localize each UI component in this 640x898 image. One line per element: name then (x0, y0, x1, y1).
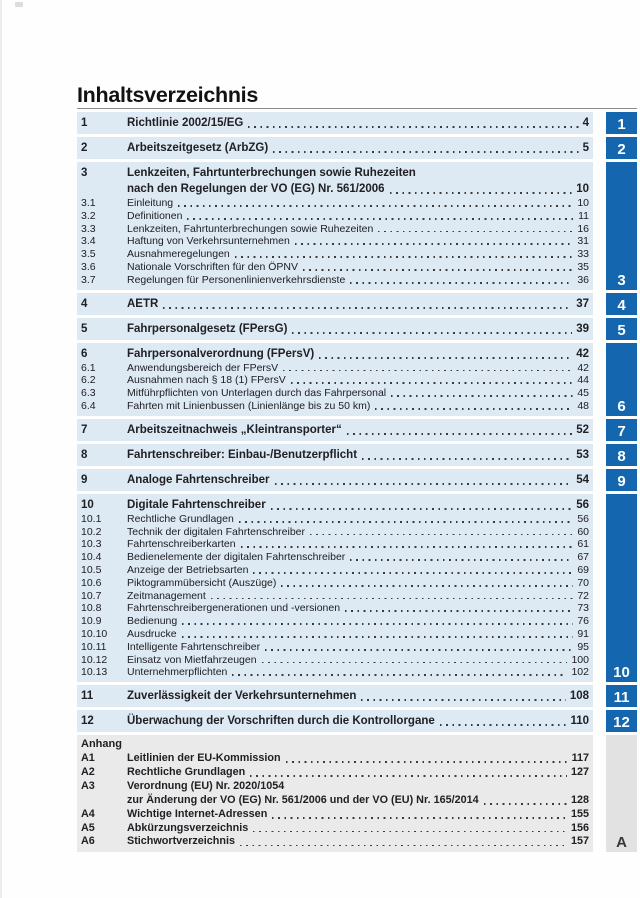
toc-entry-10.2 (81, 526, 589, 539)
toc-entry-10.5 (81, 564, 589, 577)
toc-entry-6 (81, 346, 589, 362)
toc-entry-3-line2 (81, 181, 589, 197)
entry-title: AETR (127, 297, 159, 310)
dot-leader (281, 752, 572, 766)
entry-number: A3 (81, 779, 95, 792)
entry-page-number: 56 (576, 498, 589, 511)
dot-leader (245, 766, 571, 780)
toc-entry-3.5 (81, 248, 589, 261)
dot-leader (345, 274, 577, 287)
entry-page-number: 60 (577, 525, 589, 538)
entry-number: 3 (81, 167, 88, 179)
entry-page-number: 54 (576, 473, 589, 486)
entry-page-number: 70 (577, 576, 589, 589)
dot-leader (177, 615, 577, 628)
chapter-tab-10: 10 (606, 494, 637, 682)
entry-page-number: 100 (571, 653, 589, 666)
toc-entry-A5 (81, 822, 589, 836)
toc-entry-8 (81, 447, 589, 463)
toc-entry-A3-line2 (81, 794, 589, 808)
toc-entry-10.1 (81, 513, 589, 526)
toc-block-4 (77, 293, 593, 315)
toc-block-11 (77, 685, 593, 707)
entry-number: 3.2 (81, 209, 96, 222)
entry-number: 9 (81, 473, 88, 486)
entry-number: 1 (81, 117, 88, 129)
entry-title-line2: nach den Regelungen der VO (EG) Nr. 561/2006 (127, 183, 385, 195)
chapter-tab-1: 1 (606, 112, 637, 134)
entry-title: Einsatz von Mietfahrzeugen (127, 653, 257, 666)
entry-number: 10.2 (81, 525, 102, 538)
dot-leader (278, 362, 577, 375)
entry-number: 3.6 (81, 260, 96, 273)
entry-title: Zeitmanagement (127, 589, 206, 602)
entry-title: Bedienelemente der digitalen Fahrtenschreiber (127, 551, 346, 564)
dot-leader (357, 447, 576, 463)
entry-title: Bedienung (127, 615, 178, 628)
entry-page-number: 4 (582, 117, 589, 129)
chapter-tab-A: A (606, 735, 637, 852)
dot-leader (234, 513, 577, 526)
dot-leader (177, 628, 578, 641)
entry-title: Fahrten mit Linienbussen (Linienlänge bis zu 50 km) (127, 399, 371, 412)
toc-entry-10.4 (81, 551, 589, 564)
entry-page-number: 72 (577, 589, 589, 602)
entry-number: 6 (81, 347, 88, 360)
entry-page-number: 42 (576, 347, 589, 360)
entry-number: 7 (81, 423, 88, 436)
dot-leader (235, 835, 571, 849)
entry-title: Regelungen für Personenlinienverkehrsdienste (127, 273, 346, 286)
entry-title: Fahrtenschreiberkarten (127, 538, 236, 551)
entry-title: Arbeitszeitgesetz (ArbZG) (127, 142, 269, 154)
entry-page-number: 69 (577, 563, 589, 576)
toc-entry-3 (81, 165, 589, 181)
anhang-label: Anhang (81, 738, 122, 751)
toc-entry-10.11 (81, 641, 589, 654)
entry-number: A4 (81, 807, 95, 820)
entry-title: Ausnahmeregelungen (127, 248, 230, 261)
dot-leader (356, 688, 569, 704)
dot-leader (385, 181, 577, 197)
entry-title: Anzeige der Betriebsarten (127, 563, 249, 576)
dot-leader (345, 551, 577, 564)
toc-entry-1 (81, 115, 589, 131)
chapter-tab-4: 4 (606, 293, 637, 315)
anhang-label-row (81, 738, 589, 752)
toc-block-2 (77, 137, 593, 159)
entry-title: Abkürzungsverzeichnis (127, 821, 249, 834)
dot-leader (342, 422, 576, 438)
dot-leader (314, 346, 576, 362)
entry-page-number: 44 (577, 374, 589, 387)
entry-number: 3.3 (81, 222, 96, 235)
toc-entry-6.4 (81, 400, 589, 413)
entry-title: Rechtliche Grundlagen (127, 512, 234, 525)
toc-block-10 (77, 494, 593, 682)
dot-leader (370, 400, 577, 413)
toc-entry-6.1 (81, 362, 589, 375)
entry-number: 6.1 (81, 361, 96, 374)
entry-page-number: 52 (576, 423, 589, 436)
toc-entry-6.2 (81, 374, 589, 387)
toc-entry-5 (81, 321, 589, 337)
entry-page-number: 36 (577, 273, 589, 286)
entry-title: Lenkzeiten, Fahrtunterbrechungen sowie Ruhezeiten (127, 222, 374, 235)
entry-number: 3.5 (81, 248, 96, 261)
entry-number: 10.12 (81, 653, 108, 666)
entry-page-number: 53 (576, 448, 589, 461)
chapter-tab-6: 6 (606, 343, 637, 416)
entry-number: A1 (81, 752, 95, 765)
dot-leader (260, 641, 577, 654)
toc-entry-3.3 (81, 223, 589, 236)
chapter-tab-2: 2 (606, 137, 637, 159)
toc-entry-A1 (81, 752, 589, 766)
dot-leader (230, 248, 578, 261)
title-underline (77, 108, 637, 109)
entry-page-number: 157 (570, 835, 589, 848)
entry-title: Ausdrucke (127, 627, 177, 640)
toc-entry-6.3 (81, 387, 589, 400)
entry-page-number: 56 (577, 512, 589, 525)
entry-number: 3.7 (81, 273, 96, 286)
toc-block-A (77, 735, 593, 852)
chapter-tab-11: 11 (606, 685, 637, 707)
entry-number: 10.7 (81, 589, 102, 602)
dot-leader (286, 374, 578, 387)
entry-title: Leitlinien der EU-Kommission (127, 752, 281, 765)
entry-number: 11 (81, 690, 94, 703)
entry-page-number: 110 (570, 715, 589, 728)
toc-entry-10.10 (81, 628, 589, 641)
entry-number: A2 (81, 765, 95, 778)
entry-number: 10.1 (81, 512, 102, 525)
chapter-tab-3: 3 (606, 162, 637, 290)
dot-leader (158, 296, 576, 312)
entry-number: 2 (81, 142, 88, 154)
entry-number: 5 (81, 322, 88, 335)
dot-leader (290, 235, 577, 248)
toc-entry-11 (81, 688, 589, 704)
dot-leader (373, 223, 577, 236)
dot-leader (243, 115, 582, 131)
entry-title: Intelligente Fahrtenschreiber (127, 640, 261, 653)
dot-leader (276, 577, 577, 590)
dot-leader (248, 564, 577, 577)
dot-leader (206, 590, 578, 603)
entry-title: Unternehmerpflichten (127, 666, 228, 679)
entry-title: Nationale Vorschriften für den ÖPNV (127, 260, 299, 273)
entry-number: 4 (81, 297, 88, 310)
dot-leader (386, 387, 577, 400)
entry-page-number: 61 (577, 538, 589, 551)
dot-leader (248, 822, 571, 836)
entry-page-number: 31 (577, 235, 589, 248)
entry-title: Ausnahmen nach § 18 (1) FPersV (127, 374, 286, 387)
dot-leader (435, 713, 571, 729)
toc-entry-A2 (81, 766, 589, 780)
toc-entry-10 (81, 497, 589, 513)
toc-block-1 (77, 112, 593, 134)
entry-title: Haftung von Verkehrsunternehmen (127, 235, 290, 248)
entry-title: Mitführpflichten von Unterlagen durch das Fahrpersonal (127, 387, 387, 400)
entry-number: 10.3 (81, 538, 102, 551)
entry-title: Einleitung (127, 197, 174, 209)
toc-entry-7 (81, 422, 589, 438)
entry-page-number: 33 (577, 248, 589, 261)
dot-leader (173, 197, 577, 210)
entry-title: Fahrtenschreibergenerationen und -versionen (127, 602, 341, 615)
dot-leader (268, 140, 582, 156)
entry-title: Definitionen (127, 209, 183, 222)
dot-leader (236, 538, 578, 551)
toc-entry-9 (81, 472, 589, 488)
dot-leader (340, 602, 577, 615)
entry-number: 10.10 (81, 627, 108, 640)
entry-page-number: 117 (571, 752, 589, 765)
dot-leader (267, 808, 571, 822)
toc-entry-3.7 (81, 274, 589, 287)
entry-page-number: 95 (577, 640, 589, 653)
chapter-tab-9: 9 (606, 469, 637, 491)
dot-leader (287, 321, 576, 337)
entry-title: Fahrpersonalverordnung (FPersV) (127, 347, 315, 360)
entry-title: Digitale Fahrtenschreiber (127, 498, 266, 511)
entry-title: Stichwortverzeichnis (127, 835, 236, 848)
entry-title: Fahrpersonalgesetz (FPersG) (127, 322, 288, 335)
entry-number: 3.1 (81, 197, 96, 209)
entry-title: Verordnung (EU) Nr. 2020/1054 (127, 779, 285, 792)
entry-page-number: 155 (570, 807, 589, 820)
toc-entry-10.3 (81, 538, 589, 551)
toc-entry-10.9 (81, 615, 589, 628)
toc-entry-3.1 (81, 197, 589, 210)
toc-entry-4 (81, 296, 589, 312)
chapter-tab-12: 12 (606, 710, 637, 732)
entry-page-number: 10 (577, 197, 589, 209)
toc-list (77, 112, 593, 852)
entry-number: 8 (81, 448, 88, 461)
entry-page-number: 127 (570, 765, 589, 778)
toc-entry-A4 (81, 808, 589, 822)
entry-number: 10.8 (81, 602, 102, 615)
entry-page-number: 91 (577, 627, 589, 640)
entry-number: 6.4 (81, 399, 96, 412)
entry-title: Technik der digitalen Fahrtenschreiber (127, 525, 306, 538)
entry-page-number: 39 (576, 322, 589, 335)
chapter-tab-7: 7 (606, 419, 637, 441)
entry-page-number: 156 (570, 821, 589, 834)
entry-page-number: 108 (569, 690, 589, 703)
chapter-tab-8: 8 (606, 444, 637, 466)
entry-number: A5 (81, 821, 95, 834)
toc-entry-10.13 (81, 666, 589, 679)
toc-block-12 (77, 710, 593, 732)
toc-entry-3.6 (81, 261, 589, 274)
entry-number: 6.2 (81, 374, 96, 387)
entry-page-number: 42 (577, 361, 589, 374)
dot-leader (298, 261, 577, 274)
toc-content (77, 84, 593, 855)
entry-page-number: 48 (577, 399, 589, 412)
entry-page-number: 128 (570, 793, 589, 806)
entry-title: Arbeitszeitnachweis „Kleintransporter“ (127, 423, 342, 436)
scan-speck-artifact (15, 2, 23, 7)
entry-page-number: 10 (576, 183, 589, 195)
dot-leader (305, 526, 577, 539)
toc-entry-A3 (81, 780, 589, 794)
entry-title-line2: zur Änderung der VO (EG) Nr. 561/2006 und der VO (EU) Nr. 165/2014 (127, 793, 479, 806)
toc-entry-10.12 (81, 654, 589, 667)
dot-leader (479, 794, 571, 808)
chapter-tab-5: 5 (606, 318, 637, 340)
entry-title: Analoge Fahrtenschreiber (127, 473, 270, 486)
entry-number: A6 (81, 835, 95, 848)
entry-page-number: 16 (577, 222, 589, 235)
toc-block-3 (77, 162, 593, 290)
entry-number: 10.5 (81, 563, 102, 576)
scan-edge-artifact (0, 0, 2, 898)
entry-page-number: 35 (577, 260, 589, 273)
toc-entry-A6 (81, 835, 589, 849)
dot-leader (182, 210, 578, 223)
entry-page-number: 37 (576, 297, 589, 310)
toc-entry-2 (81, 140, 589, 156)
entry-number: 12 (81, 715, 94, 728)
entry-number: 10.11 (81, 640, 107, 653)
entry-title: Richtlinie 2002/15/EG (127, 117, 244, 129)
toc-entry-12 (81, 713, 589, 729)
entry-number: 10.6 (81, 576, 102, 589)
entry-number: 6.3 (81, 387, 96, 400)
entry-page-number: 5 (582, 142, 589, 154)
entry-number: 10 (81, 498, 94, 511)
toc-entry-3.2 (81, 210, 589, 223)
entry-page-number: 102 (571, 666, 589, 679)
entry-number: 10.13 (81, 666, 108, 679)
entry-page-number: 73 (577, 602, 589, 615)
entry-page-number: 67 (577, 551, 589, 564)
toc-block-9 (77, 469, 593, 491)
entry-page-number: 45 (577, 387, 589, 400)
dot-leader (270, 472, 577, 488)
entry-title: Piktogrammübersicht (Auszüge) (127, 576, 277, 589)
entry-title: Anwendungsbereich der FPersV (127, 361, 279, 374)
toc-block-8 (77, 444, 593, 466)
dot-leader (227, 666, 571, 679)
entry-page-number: 76 (577, 615, 589, 628)
dot-leader (266, 497, 577, 513)
entry-title: Zuverlässigkeit der Verkehrsunternehmen (127, 690, 357, 703)
entry-title: Fahrtenschreiber: Einbau-/Benutzerpflicht (127, 448, 358, 461)
toc-entry-3.4 (81, 235, 589, 248)
entry-title: Wichtige Internet-Adressen (127, 807, 268, 820)
entry-title: Überwachung der Vorschriften durch die Kontrollorgane (127, 715, 435, 728)
entry-number: 10.4 (81, 551, 102, 564)
dot-leader (257, 654, 572, 667)
toc-entry-10.7 (81, 590, 589, 603)
page-title: Inhaltsverzeichnis (77, 83, 259, 107)
entry-title: Lenkzeiten, Fahrtunterbrechungen sowie Ruhezeiten (127, 167, 416, 179)
toc-block-6 (77, 343, 593, 416)
toc-entry-10.8 (81, 602, 589, 615)
toc-block-7 (77, 419, 593, 441)
entry-page-number: 11 (578, 209, 589, 222)
toc-entry-10.6 (81, 577, 589, 590)
toc-block-5 (77, 318, 593, 340)
entry-number: 3.4 (81, 235, 96, 248)
entry-number: 10.9 (81, 615, 102, 628)
entry-title: Rechtliche Grundlagen (127, 765, 246, 778)
